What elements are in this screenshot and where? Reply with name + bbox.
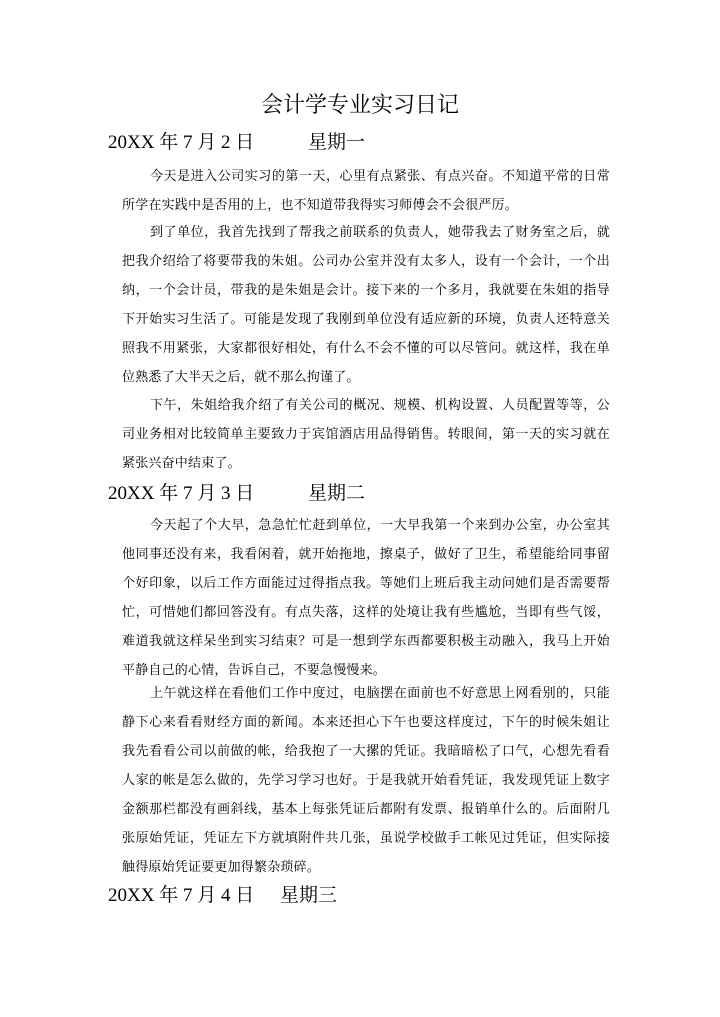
document-title: 会计学专业实习日记 <box>260 93 459 118</box>
entry-weekday: 星期一 <box>308 132 366 153</box>
entry-date: 20XX 年 7 月 2 日 <box>108 132 255 153</box>
paragraph: 到了单位，我首先找到了帮我之前联系的负责人，她带我去了财务室之后，就把我介绍给了将要带我的朱姐。公司办公室并没有太多人，设有一个会计，一个出纳，一个会计员，带我的是朱姐是会计。接下来的一个多月，我就要在朱姐的指导下开始实习生活了。可能是发现了我刚到单位没有适应新的环境，负责人还特意关照我不用紧张，大家都很好相处，有什么不会不懂的可以尽管问。就这样，我在单位熟悉了大半天之后，就不那么拘谨了。 <box>122 225 610 385</box>
paragraph: 下午，朱姐给我介绍了有关公司的概况、规模、机构设置、人员配置等等，公司业务相对比较简单主要致力于宾馆酒店用品得销售。转眼间，第一天的实习就在紧张兴奋中结束了。 <box>122 398 610 471</box>
entry-heading-1 <box>108 482 366 506</box>
entry-weekday: 星期二 <box>308 483 366 504</box>
paragraph: 今天是进入公司实习的第一天，心里有点紧张、有点兴奋。不知道平常的日常所学在实践中是否用的上，也不知道带我得实习师傅会不会很严厉。 <box>122 169 610 213</box>
paragraph: 今天起了个大早，急急忙忙赶到单位，一大早我第一个来到办公室，办公室其他同事还没有来，我看闲着，就开始拖地，擦桌子，做好了卫生，希望能给同事留个好印象，以后工作方面能过过得指点我。等她们上班后我主动问她们是否需要帮忙，可惜她们都回答没有。有点失落，这样的处境让我有些尴尬，当即有些气馁，难道我就这样呆坐到实习结束？可是一想到学东西都要积极主动融入，我马上开始平静自己的心情，告诉自己，不要急慢慢来。 <box>122 518 610 678</box>
paragraph: 上午就这样在看他们工作中度过，电脑摆在面前也不好意思上网看别的，只能静下心来看看财经方面的新闻。本来还担心下午也要这样度过，下午的时候朱姐让我先看看公司以前做的帐，给我抱了一大摞的凭证。我暗暗松了口气，心想先看看人家的帐是怎么做的，先学习学习也好。于是我就开始看凭证，我发现凭证上数字金额那栏都没有画斜线，基本上每张凭证后都附有发票、报销单什么的。后面附几张原始凭证，凭证左下方就填附件共几张，虽说学校做手工帐见过凭证，但实际接触得原始凭证要更加得繁杂琐碎。 <box>122 686 610 875</box>
entry-heading-0 <box>108 131 366 155</box>
entry-heading-2 <box>108 884 338 908</box>
entry-weekday: 星期三 <box>280 885 338 906</box>
entry-date: 20XX 年 7 月 3 日 <box>108 483 255 504</box>
entry-date: 20XX 年 7 月 4 日 <box>108 885 255 906</box>
